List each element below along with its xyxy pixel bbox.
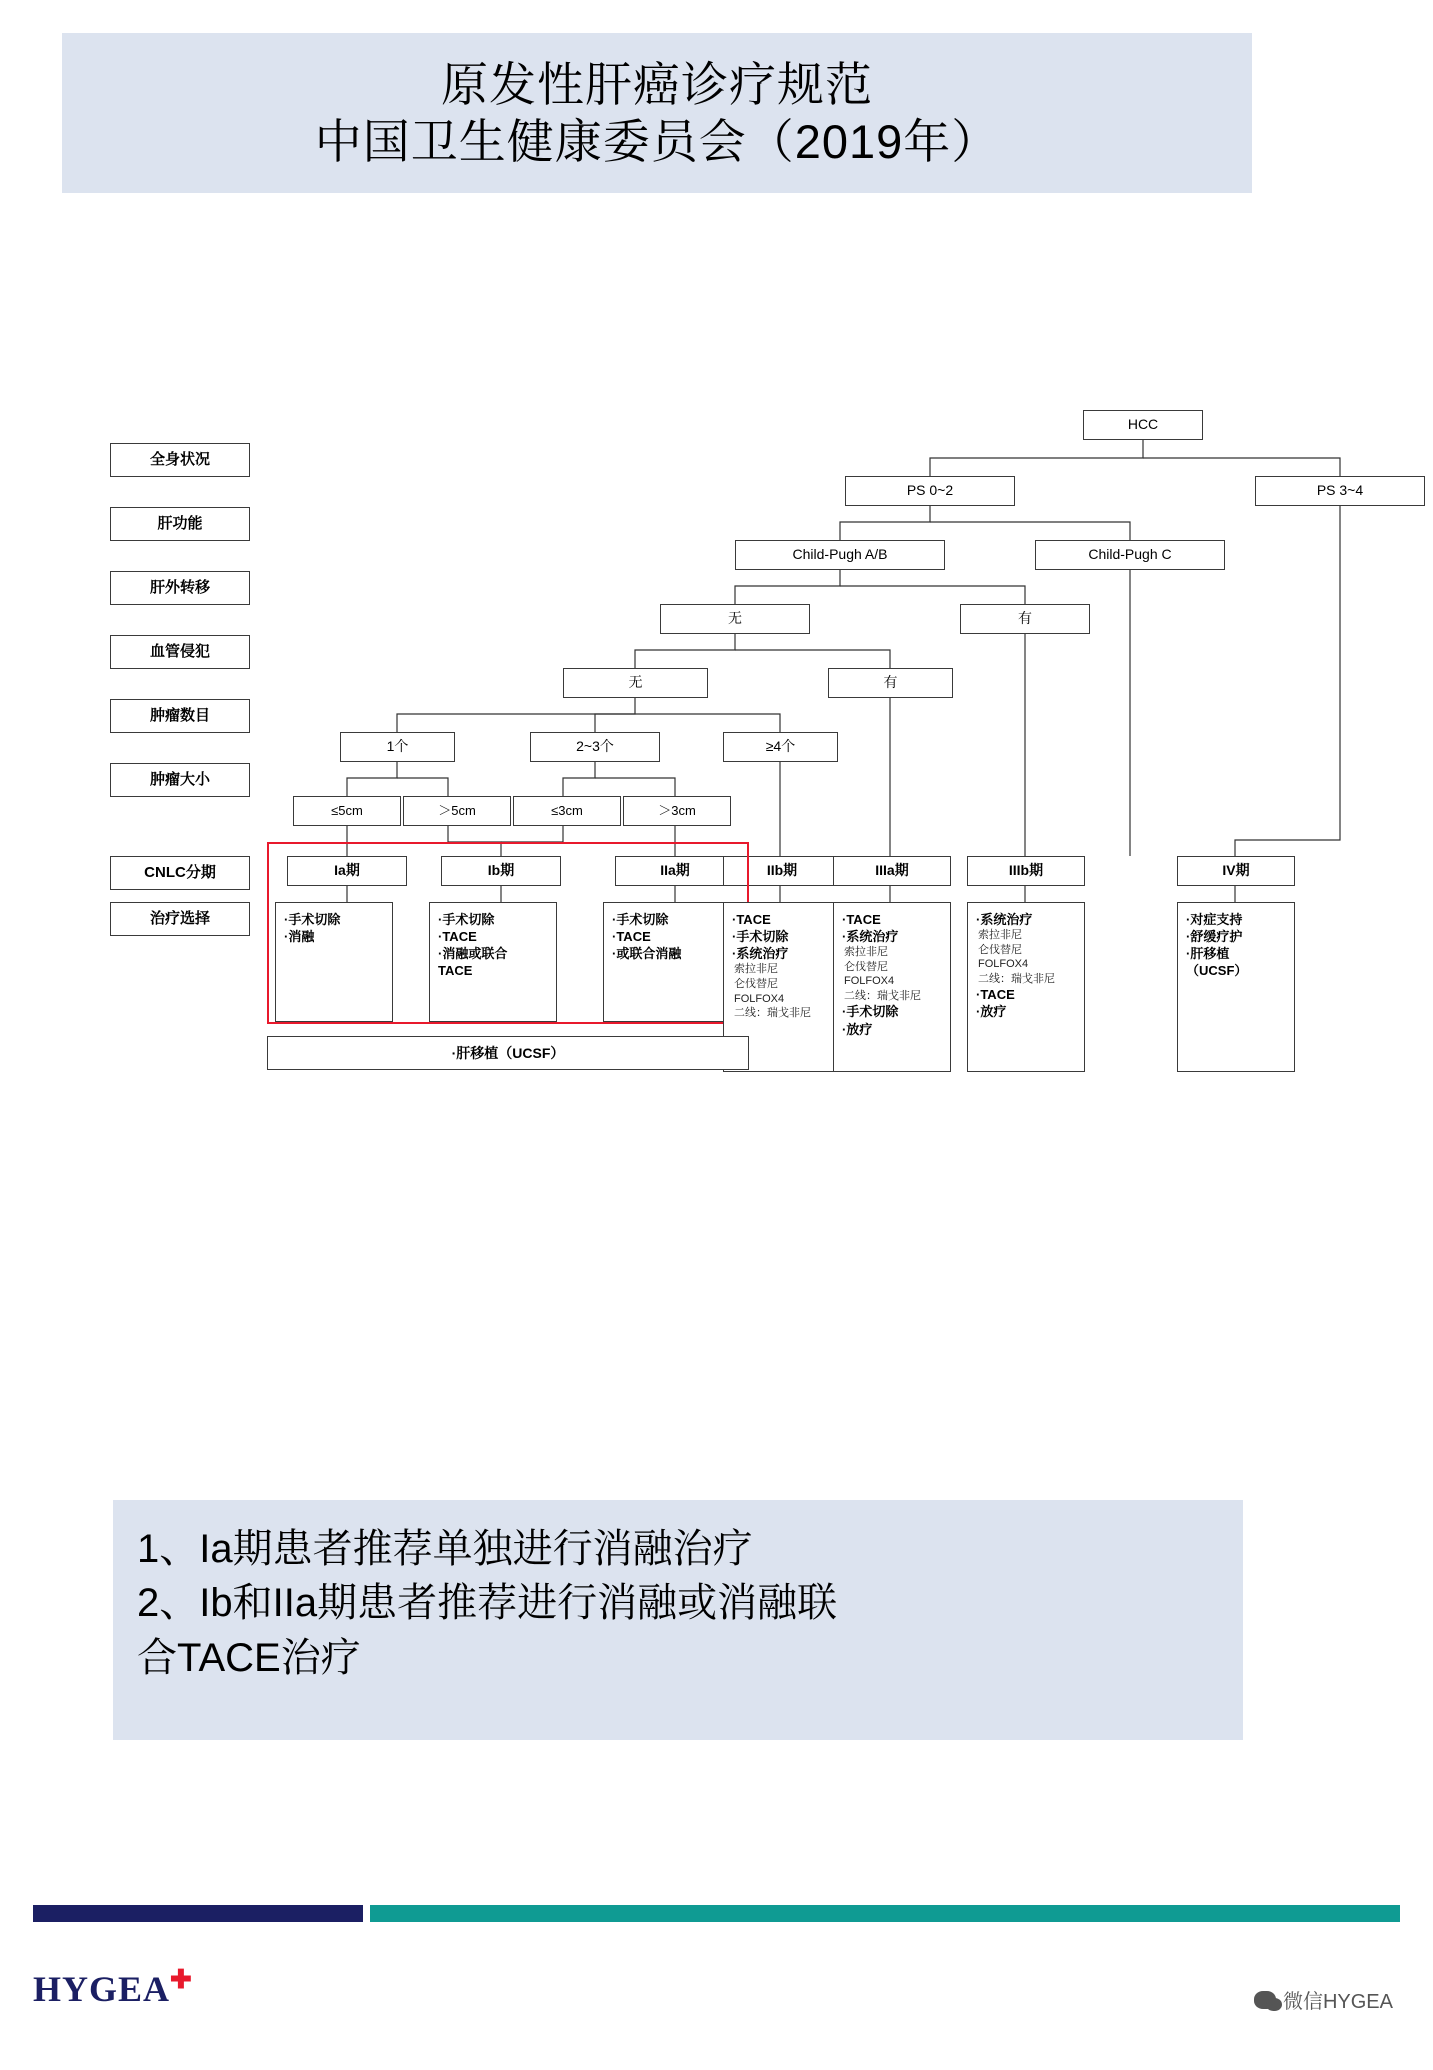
treatment-subitem: FOLFOX4 <box>734 992 785 1005</box>
page-title-line-1: 原发性肝癌诊疗规范 <box>441 57 873 111</box>
treatment-box-liver-transplant: ·肝移植（UCSF） <box>267 1036 749 1070</box>
treatment-item: ·TACE <box>842 912 881 927</box>
page-title-line-2: 中国卫生健康委员会（2019年） <box>314 115 1000 168</box>
treatment-box-iv <box>1177 902 1295 1072</box>
node-tumor-size-le5cm: ≤5cm <box>293 796 401 826</box>
row-label-vascular-invasion: 血管侵犯 <box>110 635 250 669</box>
row-label-general-status: 全身状况 <box>110 443 250 477</box>
treatment-subitem: 索拉非尼 <box>734 963 778 976</box>
node-tumor-size-le3cm: ≤3cm <box>513 796 621 826</box>
treatment-box-ia <box>275 902 393 1022</box>
note-line-3: 合TACE治疗 <box>137 1635 361 1680</box>
treatment-subitem: 索拉非尼 <box>978 929 1022 942</box>
treatment-item: ·TACE <box>438 929 477 945</box>
treatment-item: ·对症支持 <box>1186 912 1243 927</box>
treatment-subitem: 仑伐替尼 <box>978 943 1022 956</box>
node-vascular-yes: 有 <box>828 668 953 698</box>
treatment-subitem: FOLFOX4 <box>844 975 895 988</box>
treatment-box-ib <box>429 902 557 1022</box>
treatment-item: （UCSF） <box>1186 963 1248 979</box>
treatment-box-iia <box>603 902 731 1022</box>
hcc-treatment-flowchart <box>35 390 1405 1270</box>
node-tumor-size-gt5cm: ＞5cm <box>403 796 511 826</box>
row-label-liver-function: 肝功能 <box>110 507 250 541</box>
wechat-handle-text: 微信HYGEA <box>1282 1991 1393 2013</box>
treatment-item: ·手术切除 <box>732 929 789 945</box>
treatment-item: ·手术切除 <box>438 912 495 927</box>
node-stage-iib: IIb期 <box>723 856 841 886</box>
treatment-subitem: 仑伐替尼 <box>734 977 778 990</box>
node-stage-iiia: IIIa期 <box>833 856 951 886</box>
treatment-item: ·系统治疗 <box>732 946 789 962</box>
treatment-item: ·消融或联合 <box>438 946 508 962</box>
node-stage-ia: Ia期 <box>287 856 407 886</box>
node-tumor-size-gt3cm: ＞3cm <box>623 796 731 826</box>
node-tumor-number-4plus: ≥4个 <box>723 732 838 762</box>
treatment-item: ·放疗 <box>976 1004 1007 1020</box>
node-vascular-none: 无 <box>563 668 708 698</box>
treatment-subitem: 索拉非尼 <box>844 946 888 959</box>
note-line-2: 2、Ib和IIa期患者推荐进行消融或消融联 <box>137 1581 838 1626</box>
wechat-handle <box>1254 1985 1393 2014</box>
treatment-item: ·手术切除 <box>284 912 341 927</box>
node-hcc: HCC <box>1083 410 1203 440</box>
treatment-item: ·TACE <box>976 987 1015 1003</box>
footer-bar-navy <box>33 1905 363 1922</box>
treatment-item: ·TACE <box>732 912 771 927</box>
node-metastasis-yes: 有 <box>960 604 1090 634</box>
treatment-item: ·系统治疗 <box>842 929 899 945</box>
treatment-subitem: 仑伐替尼 <box>844 960 888 973</box>
node-child-pugh-c: Child-Pugh C <box>1035 540 1225 570</box>
row-label-treatment-choice: 治疗选择 <box>110 902 250 936</box>
footer-bar-teal <box>370 1905 1400 1922</box>
node-child-pugh-ab: Child-Pugh A/B <box>735 540 945 570</box>
treatment-subitem: 二线：瑞戈非尼 <box>978 972 1055 985</box>
node-ps-0-2: PS 0~2 <box>845 476 1015 506</box>
notes-panel <box>113 1500 1243 1740</box>
medical-cross-icon: ✚ <box>170 1965 193 1994</box>
row-label-cnlc-stage: CNLC分期 <box>110 856 250 890</box>
treatment-subitem: FOLFOX4 <box>978 958 1029 971</box>
treatment-item: ·肝移植 <box>1186 946 1230 962</box>
wechat-icon <box>1254 1991 1276 2009</box>
node-tumor-number-1: 1个 <box>340 732 455 762</box>
node-tumor-number-2-3: 2~3个 <box>530 732 660 762</box>
node-stage-iiib: IIIb期 <box>967 856 1085 886</box>
treatment-item: ·或联合消融 <box>612 946 682 962</box>
brand-logo-text: HYGEA <box>33 1969 171 2009</box>
treatment-item: TACE <box>438 963 473 979</box>
brand-logo <box>33 1965 193 2010</box>
node-stage-iv: IV期 <box>1177 856 1295 886</box>
row-label-tumor-size: 肿瘤大小 <box>110 763 250 797</box>
node-metastasis-none: 无 <box>660 604 810 634</box>
treatment-item: ·TACE <box>612 929 651 945</box>
treatment-subitem: 二线：瑞戈非尼 <box>734 1007 811 1020</box>
row-label-extrahepatic-metastasis: 肝外转移 <box>110 571 250 605</box>
slide-title-banner <box>62 33 1252 193</box>
treatment-item: ·系统治疗 <box>976 912 1033 927</box>
treatment-box-iiib <box>967 902 1085 1072</box>
row-label-tumor-number: 肿瘤数目 <box>110 699 250 733</box>
treatment-item: ·放疗 <box>842 1021 873 1037</box>
treatment-item: ·舒缓疗护 <box>1186 929 1243 945</box>
treatment-subitem: 二线：瑞戈非尼 <box>844 989 921 1002</box>
treatment-box-iiia <box>833 902 951 1072</box>
note-line-1: 1、Ia期患者推荐单独进行消融治疗 <box>137 1527 753 1571</box>
treatment-item: ·手术切除 <box>842 1004 899 1020</box>
node-ps-3-4: PS 3~4 <box>1255 476 1425 506</box>
treatment-item: ·消融 <box>284 929 315 945</box>
node-stage-ib: Ib期 <box>441 856 561 886</box>
node-stage-iia: IIa期 <box>615 856 735 886</box>
treatment-item: ·手术切除 <box>612 912 669 927</box>
